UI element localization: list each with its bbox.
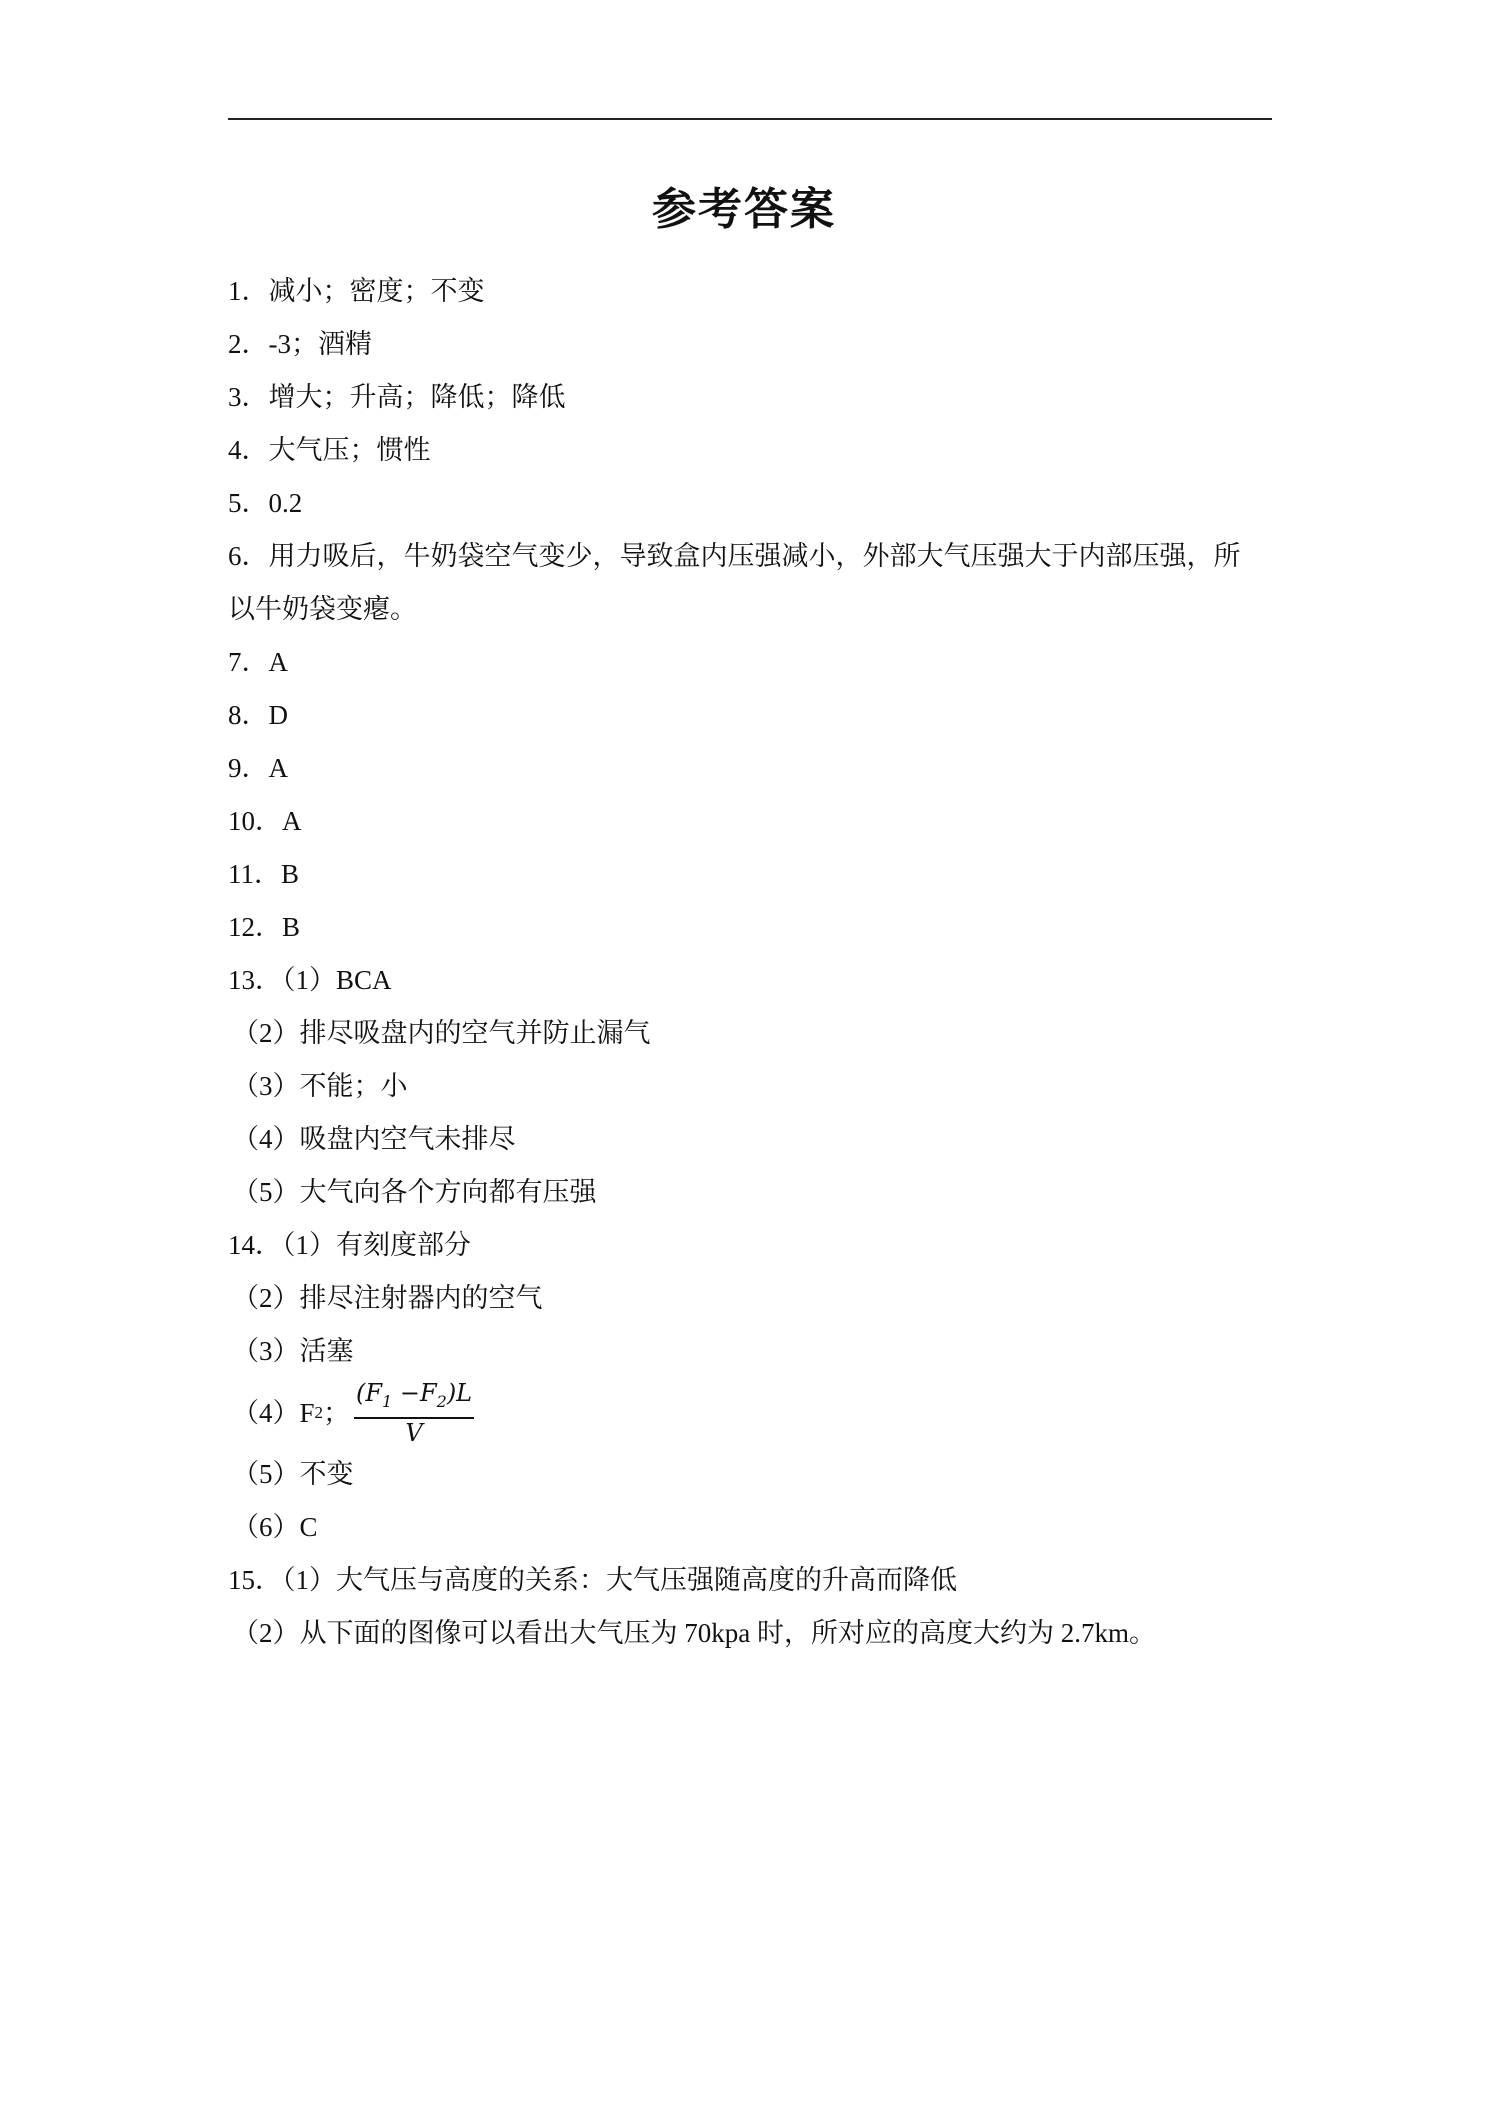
answer-line-14-2: （2）排尽注射器内的空气	[232, 1283, 543, 1313]
answer-line-12: 12．B	[228, 912, 301, 942]
answer-14-4-subscript: 2	[314, 1403, 324, 1422]
answer-line-6-continued: 以牛奶袋变瘪。	[228, 594, 417, 624]
answer-line-4: 4．大气压；惯性	[228, 435, 431, 465]
answer-line-13-1: 13．（1）BCA	[228, 965, 392, 995]
formula-num-sub2: 2	[436, 1391, 447, 1411]
answer-line-7: 7．A	[228, 647, 288, 677]
answer-line-13-4: （4）吸盘内空气未排尽	[232, 1124, 516, 1154]
answer-line-2: 2．-3；酒精	[228, 329, 372, 359]
pressure-formula-fraction	[354, 1379, 474, 1448]
answer-line-8: 8．D	[228, 700, 288, 730]
formula-numerator	[354, 1379, 474, 1420]
answer-line-5: 5．0.2	[228, 488, 303, 518]
answer-14-4-prefix: （4）F	[232, 1398, 315, 1428]
answer-line-11: 11．B	[228, 859, 300, 889]
answer-line-15-2: （2）从下面的图像可以看出大气压为 70kpa 时，所对应的高度大约为 2.7km。	[232, 1618, 1156, 1648]
answer-line-3: 3．增大；升高；降低；降低	[228, 382, 566, 412]
header-rule	[228, 118, 1272, 120]
answer-line-14-6: （6）C	[232, 1512, 318, 1542]
answer-line-13-2: （2）排尽吸盘内的空气并防止漏气	[232, 1018, 651, 1048]
answer-14-4-separator: ；	[323, 1398, 351, 1428]
formula-num-close: )L	[446, 1378, 473, 1407]
answer-line-1: 1．减小；密度；不变	[228, 276, 485, 306]
formula-num-open: (F	[356, 1378, 383, 1407]
answer-line-10: 10．A	[228, 806, 302, 836]
formula-num-mid: −F	[392, 1378, 437, 1407]
answer-line-14-1: 14．（1）有刻度部分	[228, 1230, 471, 1260]
answer-line-15-1: 15．（1）大气压与高度的关系：大气压强随高度的升高而降低	[228, 1565, 957, 1595]
answer-line-14-3: （3）活塞	[232, 1336, 354, 1366]
page-title: 参考答案	[652, 184, 836, 235]
answer-line-14-4	[228, 1378, 1272, 1448]
answer-line-6: 6．用力吸后，牛奶袋空气变少，导致盒内压强减小，外部大气压强大于内部压强，所	[228, 541, 1241, 571]
answer-line-9: 9．A	[228, 753, 288, 783]
answer-line-13-3: （3）不能；小	[232, 1071, 408, 1101]
formula-denominator: V	[405, 1419, 423, 1448]
answer-line-14-5: （5）不变	[232, 1459, 354, 1489]
answer-line-13-5: （5）大气向各个方向都有压强	[232, 1177, 597, 1207]
answer-list	[228, 265, 1272, 1660]
formula-num-sub1: 1	[382, 1391, 393, 1411]
